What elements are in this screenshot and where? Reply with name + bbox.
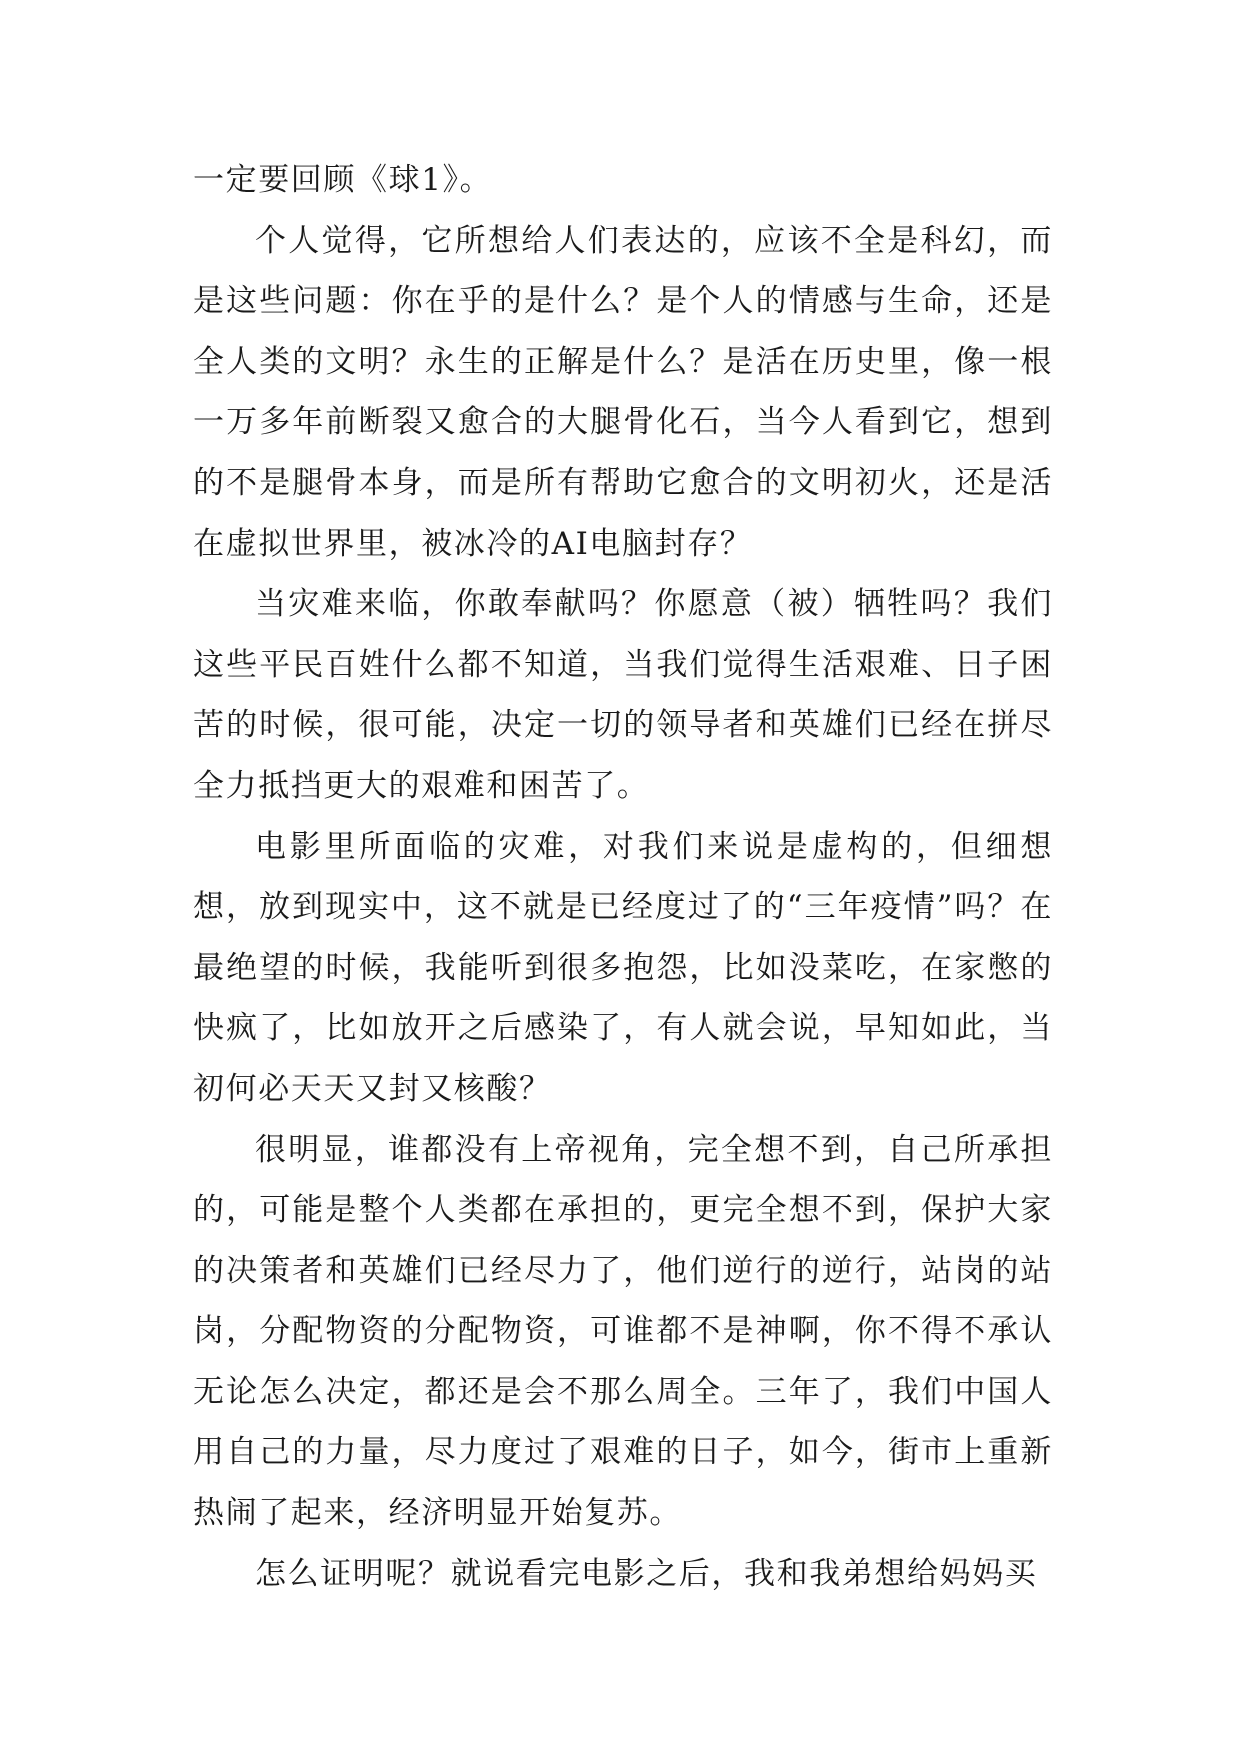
paragraph: 电影里所面临的灾难，对我们来说是虚构的，但细想想，放到现实中，这不就是已经度过了的“三年疫情”吗？在最绝望的时候，我能听到很多抱怨，比如没菜吃，在家憋的快疯了，比如放开之后感染了，有人就会说，早知如此，当初何必天天又封又核酸？ <box>193 828 1053 1107</box>
paragraph: 怎么证明呢？就说看完电影之后，我和我弟想给妈妈买 <box>255 1555 1038 1592</box>
paragraph: 个人觉得，它所想给人们表达的，应该不全是科幻，而是这些问题：你在乎的是什么？是个人的情感与生命，还是全人类的文明？永生的正解是什么？是活在历史里，像一根一万多年前断裂又愈合的大腿骨化石，当今人看到它，想到的不是腿骨本身，而是所有帮助它愈合的文明初火，还是活在虚拟世界里，被冰冷的AI电脑封存？ <box>193 222 1053 562</box>
paragraph: 很明显，谁都没有上帝视角，完全想不到，自己所承担的，可能是整个人类都在承担的，更完全想不到，保护大家的决策者和英雄们已经尽力了，他们逆行的逆行，站岗的站岗，分配物资的分配物资，可谁都不是神啊，你不得不承认无论怎么决定，都还是会不那么周全。三年了，我们中国人用自己的力量，尽力度过了艰难的日子，如今，街市上重新热闹了起来，经济明显开始复苏。 <box>193 1131 1053 1532</box>
paragraph-continuation: 一定要回顾《球1》。 <box>193 162 493 198</box>
paragraph: 当灾难来临，你敢奉献吗？你愿意（被）牺牲吗？我们这些平民百姓什么都不知道，当我们觉得生活艰难、日子困苦的时候，很可能，决定一切的领导者和英雄们已经在拼尽全力抵挡更大的艰难和困苦了。 <box>193 586 1053 804</box>
body-text <box>193 150 1053 1604</box>
